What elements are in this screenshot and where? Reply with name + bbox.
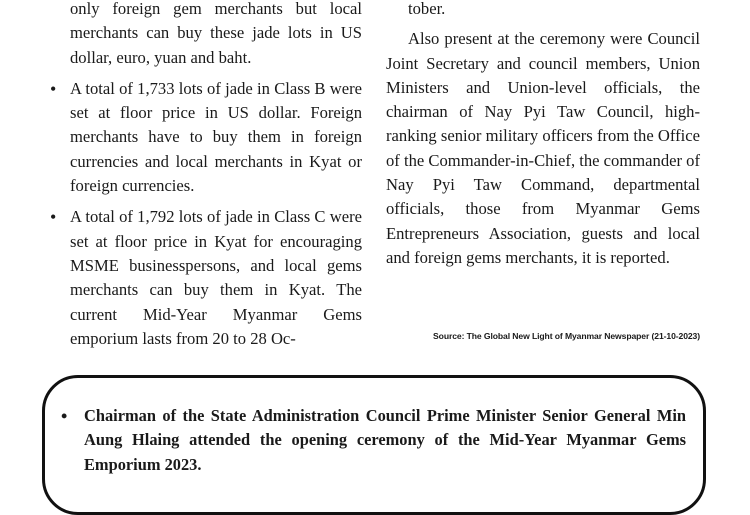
list-item: • A total of 1,733 lots of jade in Class B were set at floor price in US dollar. Foreign merchants have to buy them in foreign currencies and local merchants in Kyat or foreign currencies. — [48, 77, 362, 198]
bullet-icon: • — [61, 406, 68, 426]
left-bullet-list — [48, 77, 362, 351]
list-item: • A total of 1,792 lots of jade in Class C were set at floor price in Kyat for encouraging MSME businesspersons, and local gems merchants can buy them in Kyat. The current Mid-Year Myanmar Gems emporium lasts from 20 to 28 Oc- — [48, 205, 362, 351]
body-paragraph: Also present at the ceremony were Council Joint Secretary and council members, Union Ministers and Union-level officials, the chairman of Nay Pyi Taw Council, high-ranking senior military officers from the Office of the Commander-in-Chief, the commander of Nay Pyi Taw Command, departmental officials, those from Myanmar Gems Entrepreneurs Association, guests and local and foreign gems merchants, it is reported. — [386, 29, 700, 267]
right-column — [386, 0, 700, 270]
source-citation: Source: The Global New Light of Myanmar Newspaper (21-10-2023) — [433, 331, 700, 341]
left-continuation-text: only foreign gem merchants but local merchants can buy these jade lots in US dollar, euro, yuan and baht. — [70, 0, 362, 67]
right-continuation-text: tober. — [408, 0, 446, 18]
left-column — [48, 0, 362, 351]
highlight-box-item: Chairman of the State Administration Council Prime Minister Senior General Min Aung Hlaing attended the opening ceremony of the Mid-Year Myanmar Gems Emporium 2023. — [84, 406, 686, 474]
